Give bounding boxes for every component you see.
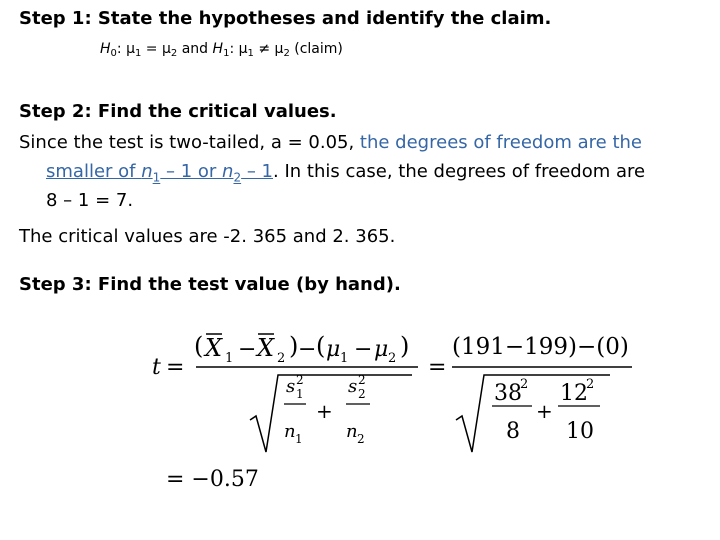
s1-power: 2 [296, 373, 304, 387]
n1-denominator-subscript: 1 [295, 432, 303, 446]
open-paren-1: ( [194, 332, 204, 360]
close-paren-1: ) [289, 332, 299, 360]
s2sq-power: 2 [586, 377, 595, 392]
n2-denominator-subscript: 2 [357, 432, 365, 446]
s2-subscript: 2 [358, 387, 366, 401]
critical-values: The critical values are -2. 365 and 2. 365. [19, 226, 396, 247]
open-paren-2: ( [316, 332, 326, 360]
step1-heading: Step 1: State the hypotheses and identify the claim. [19, 8, 552, 29]
minus-one: – 1 [241, 161, 274, 182]
s1sq-power: 2 [520, 377, 529, 392]
h1-relation: : μ [229, 41, 248, 57]
step2-line1 [19, 132, 642, 153]
h1-subscript: 1 [223, 48, 230, 59]
t-statistic-formula [150, 320, 670, 520]
claim-label: (claim) [289, 41, 343, 57]
s1-subscript: 1 [296, 387, 304, 401]
step2-line2 [46, 161, 645, 185]
step2-heading: Step 2: Find the critical values. [19, 101, 337, 122]
equals-mu2: = μ [141, 41, 171, 57]
mu1-subscript: 1 [134, 48, 142, 59]
xbar1-subscript: 1 [225, 351, 234, 366]
n1-denominator: n [284, 421, 296, 442]
step2-line3: 8 – 1 = 7. [46, 190, 134, 211]
h1-symbol: H [212, 41, 224, 57]
minus-sign-2: − [298, 337, 317, 362]
mu2-symbol: μ [374, 337, 389, 362]
eq-sign-2: = [428, 355, 447, 380]
step2-line1-highlight: the degrees of freedom are the [359, 132, 642, 153]
mu1-subscript: 1 [340, 351, 349, 366]
hypotheses-line [100, 41, 343, 59]
step2-line2-highlight [46, 161, 274, 185]
formula-svg [150, 320, 670, 520]
eq-sign-1: = [166, 355, 185, 380]
h0-symbol: H [100, 41, 111, 57]
s2sq-value: 12 [560, 381, 588, 406]
n1-value: 8 [506, 419, 520, 444]
close-paren-2: ) [400, 332, 410, 360]
mu2-subscript: 2 [388, 351, 397, 366]
minus-sign-3: − [354, 337, 373, 362]
mu2-subscript: 2 [170, 48, 178, 59]
plus-sign-2: + [536, 399, 553, 423]
s1-symbol: s [286, 376, 296, 397]
plus-sign-1: + [316, 399, 333, 423]
n1-subscript: 1 [152, 170, 161, 185]
t-result: = −0.57 [166, 467, 259, 492]
neq-mu2: ≠ μ [253, 41, 284, 57]
step2-line1-prefix: Since the test is two-tailed, a = 0.05, [19, 132, 360, 153]
minus-sign-1: − [238, 337, 257, 362]
step2-line2-suffix: . In this case, the degrees of freedom are [273, 161, 646, 182]
n1-symbol: n [141, 161, 153, 182]
mu1b-subscript: 1 [247, 48, 254, 59]
n2-value: 10 [566, 419, 594, 444]
h0-relation: : μ [116, 41, 135, 57]
n2-subscript: 2 [233, 170, 242, 185]
xbar2-subscript: 2 [277, 351, 286, 366]
minus-one-or: – 1 or [160, 161, 223, 182]
n2-denominator: n [346, 421, 358, 442]
smaller-of-text: smaller of [46, 161, 142, 182]
mu2b-subscript: 2 [283, 48, 290, 59]
h0-subscript: 0 [110, 48, 117, 59]
s2-power: 2 [358, 373, 366, 387]
xbar2-symbol: X [257, 334, 275, 362]
numeric-numerator: (191−199)−(0) [452, 334, 629, 360]
and-text: and [177, 41, 213, 57]
mu1-symbol: μ [326, 337, 341, 362]
t-symbol: t [152, 355, 161, 380]
xbar1-symbol: X [205, 334, 223, 362]
s2-symbol: s [348, 376, 358, 397]
s1sq-value: 38 [494, 381, 522, 406]
step3-heading: Step 3: Find the test value (by hand). [19, 274, 401, 295]
n2-symbol: n [222, 161, 234, 182]
